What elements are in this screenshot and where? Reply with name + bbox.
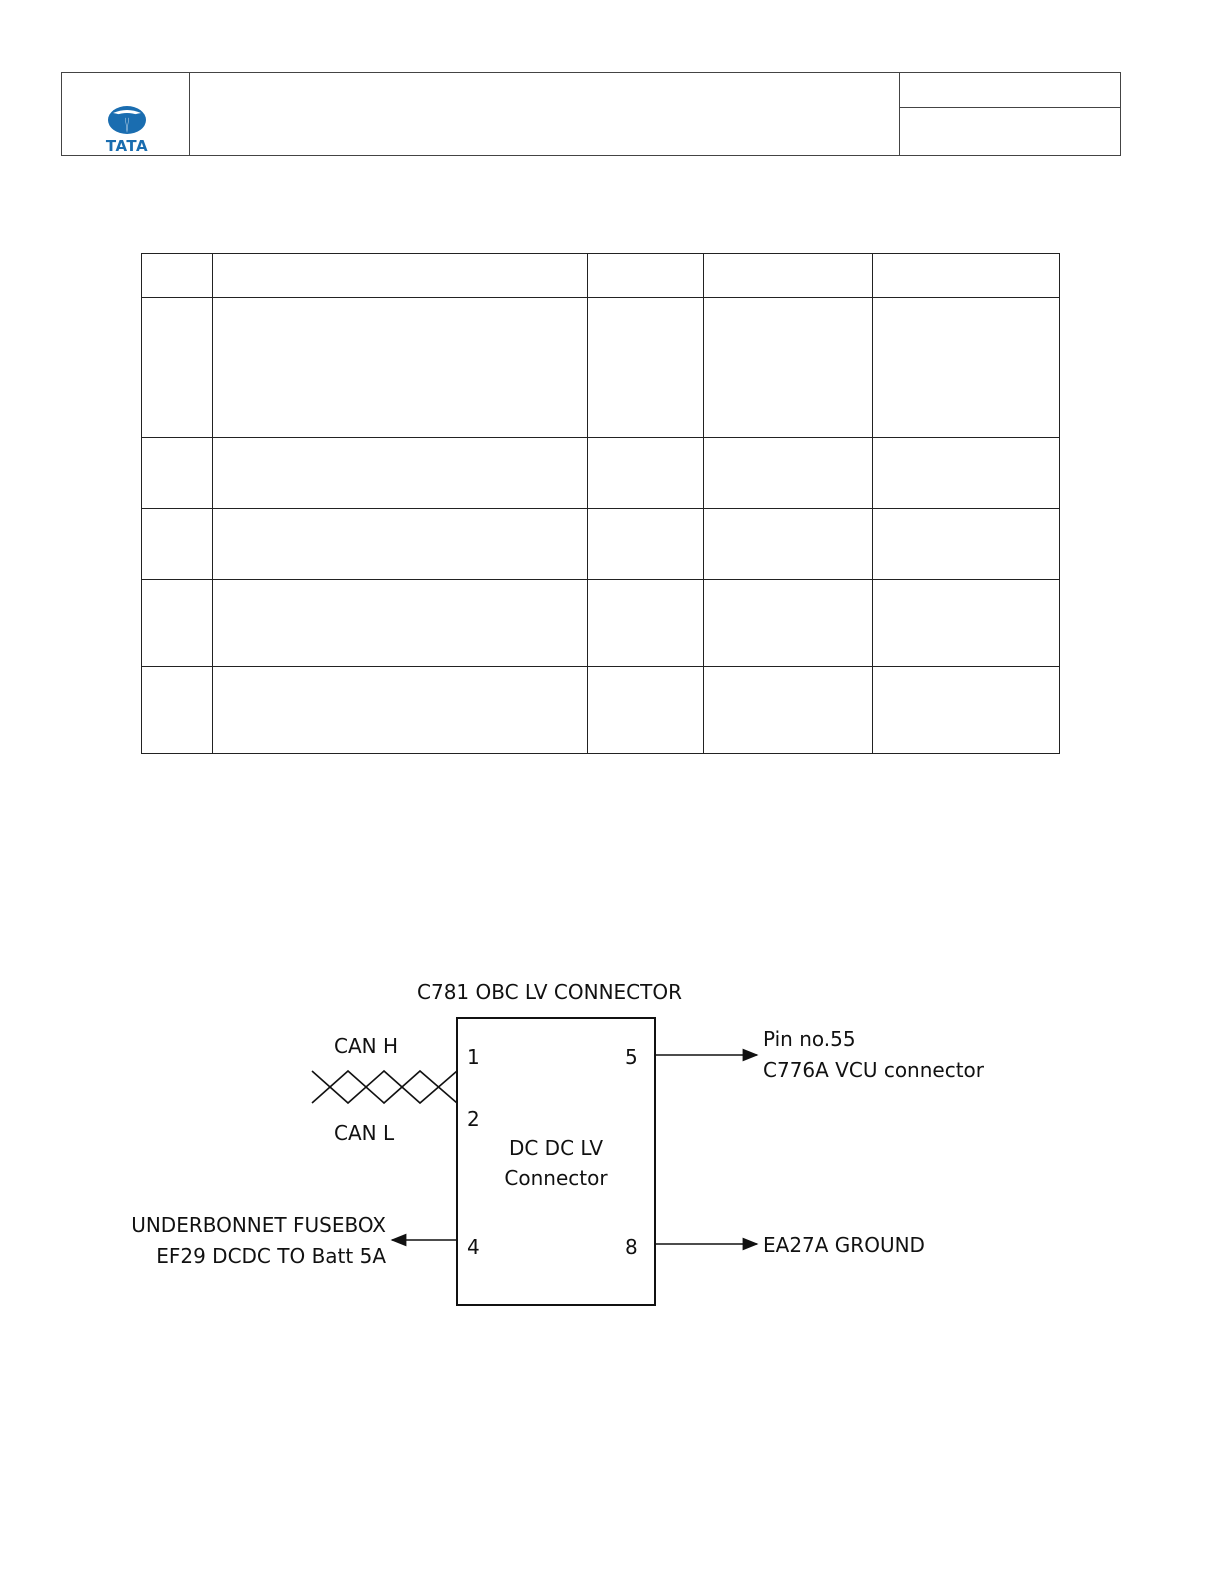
- pin-8-label: 8: [625, 1235, 638, 1259]
- pin-8-target: EA27A GROUND: [763, 1233, 925, 1257]
- pin-4-target-line2: EF29 DCDC TO Batt 5A: [156, 1244, 386, 1268]
- can-h-label: CAN H: [334, 1034, 399, 1058]
- pin-5-label: 5: [625, 1045, 638, 1069]
- pin-2-label: 2: [467, 1107, 480, 1131]
- can-l-label: CAN L: [334, 1121, 395, 1145]
- tata-logo-text: TATA: [105, 137, 149, 155]
- pin-1-label: 1: [467, 1045, 480, 1069]
- diagram-title: C781 OBC LV CONNECTOR: [417, 980, 682, 1004]
- pin-4-target-line1: UNDERBONNET FUSEBOX: [131, 1213, 386, 1237]
- box-label-line1: DC DC LV: [508, 1136, 604, 1160]
- pin-5-target-line2: C776A VCU connector: [763, 1058, 985, 1082]
- box-label-line2: Connector: [504, 1166, 608, 1190]
- can-l-wire: [312, 1071, 457, 1103]
- pin-4-label: 4: [467, 1235, 480, 1259]
- pin-5-target-line1: Pin no.55: [763, 1027, 856, 1051]
- can-h-wire: [312, 1071, 457, 1103]
